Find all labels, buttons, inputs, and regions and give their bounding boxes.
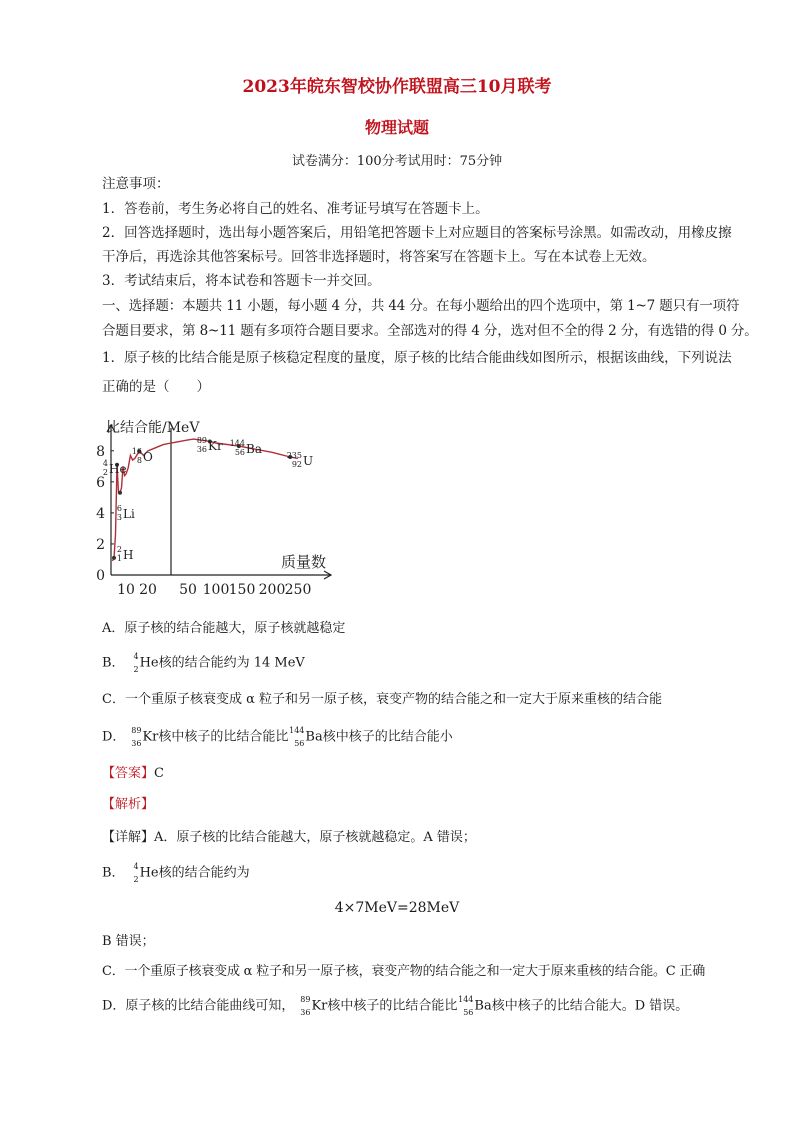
- analysis-ba-symbol: Ba: [474, 998, 492, 1014]
- option-a: A．原子核的结合能越大，原子核就越稳定: [102, 621, 346, 636]
- symbol: O: [143, 450, 153, 464]
- analysis-d-prefix: D．原子核的比结合能曲线可知，: [102, 998, 295, 1014]
- section-line-2: 合题目要求，第 8~11 题有多项符合题目要求。全部选对的得 4 分，选对但不全的得 2 分，有选错的得 0 分。: [102, 323, 758, 339]
- x-tick-label: 10: [117, 582, 135, 598]
- analysis-d-end: 核中核子的比结合能大。D 错误。: [491, 998, 689, 1014]
- mass-number: 16: [131, 447, 142, 456]
- mass-number: 4: [102, 459, 108, 468]
- he-mass-number: 4: [133, 652, 139, 661]
- answer-label: 【答案】: [102, 766, 155, 781]
- nuclide-label-h: [117, 545, 134, 563]
- y-tick-label: 2: [96, 536, 105, 553]
- kr-mass-number: 89: [131, 726, 142, 735]
- nuclide-label-u: [287, 451, 313, 469]
- symbol: H: [123, 548, 134, 562]
- mass-number: 235: [286, 451, 302, 460]
- page-subtitle: 物理试题: [364, 118, 429, 137]
- analysis-line-1: 【详解】A．原子核的比结合能越大，原子核就越稳定。A 错误；: [102, 830, 476, 845]
- analysis-b-prefix: B．: [102, 865, 125, 881]
- atomic-number: 56: [234, 448, 245, 457]
- nuclide-he: [125, 652, 139, 674]
- nuclide-ba: [288, 726, 304, 748]
- symbol: U: [303, 454, 314, 468]
- atomic-number: 3: [116, 513, 122, 522]
- analysis-d: [102, 995, 688, 1017]
- analysis-kr-symbol: Kr: [311, 998, 328, 1014]
- atomic-number: 36: [196, 445, 207, 454]
- analysis-he-atomic-number: 2: [133, 875, 139, 884]
- y-tick-label: 6: [96, 474, 105, 491]
- x-tick-label: 200: [258, 582, 286, 598]
- data-point: [118, 491, 122, 495]
- analysis-c: C．一个重原子核衰变成 α 粒子和另一原子核，衰变产物的结合能之和一定大于原来重核的结合能。C 正确: [102, 964, 706, 979]
- option-c: C．一个重原子核衰变成 α 粒子和另一原子核，衰变产物的结合能之和一定大于原来重核的结合能: [102, 692, 662, 707]
- option-d-prefix: D．: [102, 729, 126, 745]
- atomic-number: 92: [291, 460, 302, 469]
- analysis-nuclide-kr: [294, 995, 310, 1017]
- analysis-label: 【解析】: [102, 797, 155, 812]
- option-b-prefix: B．: [102, 655, 125, 671]
- notice-item-1: 1．答卷前，考生务必将自己的姓名、准考证号填写在答题卡上。: [102, 201, 489, 217]
- y-tick-label: 0: [96, 568, 105, 584]
- nuclide-label-o: [132, 447, 153, 465]
- kr-symbol: Kr: [142, 729, 159, 745]
- section-line-1: 一、选择题：本题共 11 小题，每小题 4 分，共 44 分。在每小题给出的四个选项中，第 1~7 题只有一项符: [102, 298, 740, 314]
- data-point: [112, 556, 116, 560]
- analysis-kr-atomic-number: 36: [300, 1008, 311, 1017]
- atomic-number: 1: [116, 554, 122, 563]
- nuclide-kr: [125, 726, 141, 748]
- y-tick-label: 8: [96, 443, 105, 460]
- question-line-2: 正确的是（ ）: [102, 379, 210, 395]
- notice-item-2b: 干净后，再选涂其他答案标号。回答非选择题时，将答案写在答题卡上。写在本试卷上无效。: [102, 249, 656, 265]
- option-d-mid: 核中核子的比结合能比: [158, 729, 289, 745]
- x-tick-label: 50: [179, 582, 197, 598]
- answer: [102, 765, 164, 783]
- nuclide-label-li: [117, 504, 135, 522]
- x-tick-label: 150: [228, 582, 256, 598]
- atomic-number: 2: [102, 468, 108, 477]
- option-d: [102, 726, 453, 748]
- nuclide-label-he: [103, 459, 127, 477]
- page-title: 2023年皖东智校协作联盟高三10月联考: [242, 77, 552, 97]
- analysis-d-mid: 核中核子的比结合能比: [327, 998, 458, 1014]
- answer-value: C: [154, 766, 164, 781]
- notice-item-3: 3．考试结束后，将本试卷和答题卡一并交回。: [102, 273, 381, 289]
- analysis-nuclide-ba: [457, 995, 473, 1017]
- mass-number: 2: [116, 545, 122, 554]
- atomic-number: 8: [136, 456, 142, 465]
- notice-item-2a: 2．回答选择题时，选出每小题答案后，用铅笔把答题卡上对应题目的答案标号涂黑。如需改动，用橡皮擦: [102, 225, 732, 241]
- symbol: Kr: [208, 439, 223, 453]
- analysis-he-mass-number: 4: [133, 862, 139, 871]
- binding-energy-chart: [96, 410, 346, 600]
- nuclide-label-ba: [230, 439, 262, 457]
- exam-info: 试卷满分：100分考试用时：75分钟: [291, 154, 503, 169]
- formula: 4×7MeV=28MeV: [334, 900, 460, 916]
- analysis-ba-atomic-number: 56: [463, 1008, 474, 1017]
- option-b-text: 核的结合能约为 14 MeV: [158, 655, 305, 671]
- option-d-end: 核中核子的比结合能小: [322, 729, 453, 745]
- ba-symbol: Ba: [305, 729, 323, 745]
- kr-atomic-number: 36: [131, 739, 142, 748]
- notice-heading: 注意事项：: [102, 176, 170, 192]
- ba-atomic-number: 56: [294, 739, 305, 748]
- ba-mass-number: 144: [289, 726, 305, 735]
- x-tick-label: 250: [284, 582, 312, 598]
- option-b: [102, 652, 305, 674]
- he-symbol: He: [139, 655, 159, 671]
- y-tick-label: 4: [96, 505, 105, 522]
- question-line-1: 1．原子核的比结合能是原子核稳定程度的量度，原子核的比结合能曲线如图所示，根据该曲线，下列说法: [102, 350, 732, 366]
- x-tick-label: 100: [202, 582, 230, 598]
- analysis-b-end: B 错误；: [102, 934, 155, 949]
- y-axis-label: 比结合能/MeV: [106, 420, 200, 436]
- x-tick-label: 20: [139, 582, 157, 598]
- symbol: He: [109, 462, 127, 476]
- analysis-kr-mass-number: 89: [300, 995, 311, 1004]
- symbol: Ba: [246, 442, 262, 456]
- nuclide-label-kr: [197, 436, 223, 454]
- analysis-b-text: 核的结合能约为: [158, 865, 250, 881]
- analysis-ba-mass-number: 144: [458, 995, 474, 1004]
- x-axis-label: 质量数: [281, 553, 327, 571]
- mass-number: 144: [229, 439, 245, 448]
- he-atomic-number: 2: [133, 665, 139, 674]
- analysis-nuclide-he: [125, 862, 139, 884]
- analysis-he-symbol: He: [139, 865, 159, 881]
- mass-number: 89: [196, 436, 207, 445]
- mass-number: 6: [116, 504, 122, 513]
- analysis-b: [102, 862, 250, 884]
- symbol: Li: [123, 507, 135, 521]
